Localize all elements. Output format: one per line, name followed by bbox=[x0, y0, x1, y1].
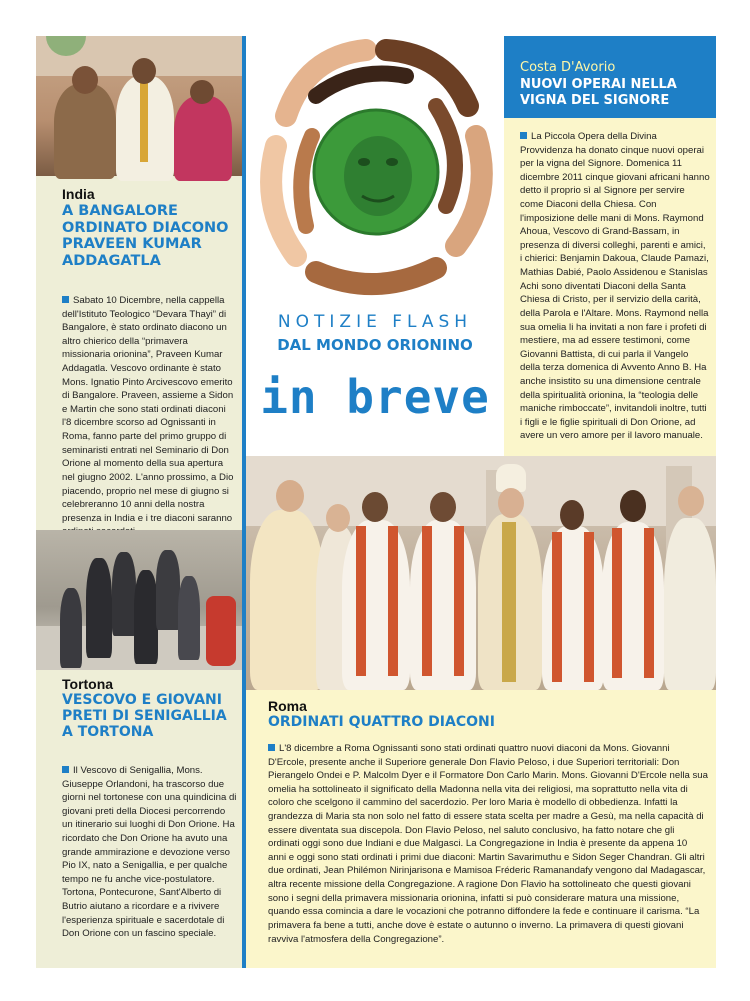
bullet-square-icon bbox=[62, 766, 69, 773]
roma-headline: ORDINATI QUATTRO DIACONI bbox=[268, 714, 495, 730]
bullet-square-icon bbox=[268, 744, 275, 751]
costa-headline: NUOVI OPERAI NELLA VIGNA DEL SIGNORE bbox=[520, 77, 677, 108]
india-location: India bbox=[62, 186, 95, 202]
masthead-title: in breve bbox=[260, 370, 490, 424]
masthead-line2: DAL MONDO ORIONINO bbox=[277, 336, 473, 354]
tortona-photo bbox=[36, 530, 242, 670]
roma-location: Roma bbox=[268, 698, 307, 714]
india-headline: A BANGALORE ORDINATO DIACONO PRAVEEN KUMAR ADDAGATLA bbox=[62, 203, 229, 269]
roma-body: L'8 dicembre a Roma Ognissanti sono stati ordinati quattro nuovi diaconi da Mons. Giovanni D'Ercole, presente anche il Superiore generale Don Flavio Peloso, i due Superiori territoriali: Don Pierangelo Ondei e P. Malcolm Dyer e il Formatore Don Carlo Marin. Mons. Giovanni D'Ercole nella sua omelia ha sottolineato il significato della Madonna nella vita dei religiosi, ma soprattutto nella vita di coloro che scelgono il cammino del sacerdozio. Per loro Maria è modello di obbedienza. Infatti la grandezza di Maria sta non solo nel fatto di essere stata scelta per madre a Gesù, ma nella capacità di essere diventata sua discepola. Don Flavio Peloso, nel saluto conclusivo, ha fatto notare che gli ordinati oggi sono due Indiani e due Malgasci. La Congregazione in India è presente da appena 10 anni e oggi sono stati ordinati i primi due diaconi: Martin Savarimuthu e Sidon Seger Chandran. Gli altri due ordinati, Jean Philémon Nirinjarisona e Mamisoa Fréderic Ramanandafy vengono dal Madagascar, altra recente missione della Congregazione. A ragione Don Flavio ha sottolineato che questi giovani sono i segni della primavera missionaria orionina, infatti si può considerare matura una missione, quando essa comincia a dare le vocazioni che potranno diffondere la fede e continuare il carisma. “La primavera fa bene a tutti, anche dove è estate o autunno o inverno. La primavera di questi giovani ravviva l'atmosfera della Congregazione”. bbox=[268, 743, 708, 945]
hands-globe-illustration bbox=[246, 36, 504, 306]
costa-location: Costa D'Avorio bbox=[520, 60, 616, 75]
masthead-line1: NOTIZIE FLASH bbox=[277, 312, 473, 332]
india-photo bbox=[36, 36, 242, 176]
tortona-headline: VESCOVO E GIOVANI PRETI DI SENIGALLIA A TORTONA bbox=[62, 692, 227, 740]
roma-ordination-photo bbox=[246, 456, 716, 690]
india-body: Sabato 10 Dicembre, nella cappella dell'Istituto Teologico “Devara Thayi” di Bangalore, è stato ordinato diacono un altro chierico della “primavera missionaria orionina”, Praveen Kumar Addagatla. Vescovo ordinante è stato Mons. Ignatio Pinto Arcivescovo emerito di Bangalore. Praveen, assieme a Sidon e Martin che sono stati ordinati diaconi l'8 dicembre scorso ad Ognissanti in Roma, fanno parte del primo gruppo di seminaristi entrati nel Seminario di Don Orione al momento della sua apertura nel giugno 2002. L'anno prossimo, a Dio piacendo, proprio nel mese di giugno si celebreranno 10 anni della nostra presenza in India e i tre diaconi saranno bbox=[62, 295, 234, 524]
tortona-location: Tortona bbox=[62, 676, 114, 692]
bullet-square-icon bbox=[520, 132, 527, 139]
bullet-square-icon bbox=[62, 296, 69, 303]
costa-body: La Piccola Opera della Divina Provvidenza ha donato cinque nuovi operai per la vigna del Signore. Domenica 11 dicembre 2011 cinque giovani africani hanno detto il proprio sì al Signore per servire come Diaconi della Chiesa. Con l'imposizione delle mani di Mons. Raymond Ahoua, Vescovo di Grand-Bassam, in presenza di diversi colleghi, parenti e amici, i chierici: Benjamin Dakoua, Claude Pamazi, Mathias Dabié, Paolo Assidenou e Stanislas Achi sono diventati Diaconi della Santa Chiesa di Cristo, per il servizio della carità, della Parola e l'Altare. Mons. Raymond nella sua omelia li ha invitati a non fare i profeti di mestiere, ma ad essere testimoni, come Giovanni Battista, di cui parla il Vangelo della terza domenica di Avvento Anno B. Ha anche insistito su una dimensione centrale della spiritualità orionina, la “teologia delle maniche rimboccate”, invitandoli inoltre, tutti i figli e le figlie spirituali di Don Orione, ad avere un vero amore per il lavoro manuale. bbox=[520, 131, 710, 442]
tortona-body: Il Vescovo di Senigallia, Mons. Giuseppe Orlandoni, ha trascorso due giorni nel tortonese con una quindicina di giovani preti della Diocesi percorrendo un itinerario sui luoghi di Don Orione. Ha ricordato che Don Orione ha avuto una grande ammirazione e devozione verso Pio IX, nato a Senigallia, e per qualche tempo ne fu anche vice-postulatore. Tortona, Pontecurone, Sant'Alberto di Butrio aiutano a ricordare e a rivivere l'esperienza spirituale e sacerdotale di Don Orione con un fascino speciale. bbox=[62, 765, 237, 940]
